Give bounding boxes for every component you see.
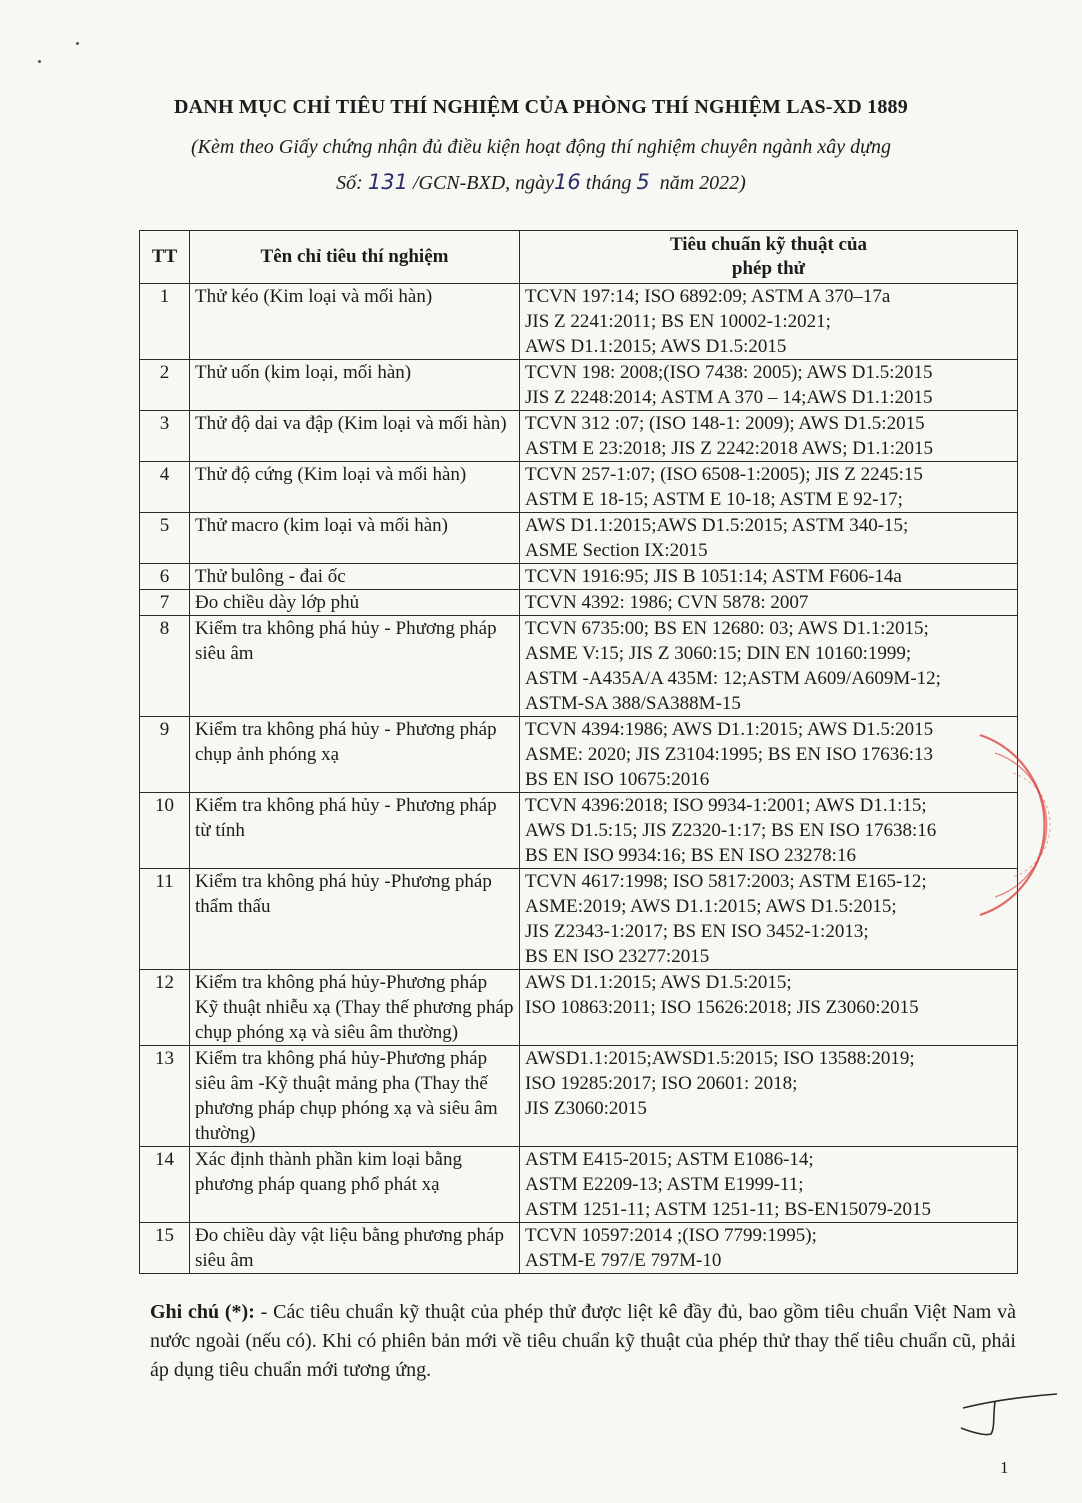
standard-line: TCVN 257-1:07; (ISO 6508-1:2005); JIS Z 2245:15 [525,464,923,485]
table-row [140,869,1018,970]
standard-line: TCVN 312 :07; (ISO 148-1: 2009); AWS D1.5:2015 [525,413,925,434]
standard-line: AWS D1.1:2015;AWS D1.5:2015; ASTM 340-15; [525,515,909,536]
standard-line: AWSD1.1:2015;AWSD1.5:2015; ISO 13588:2019; [525,1048,915,1069]
test-standards [520,1223,1018,1274]
header-standard [520,231,1018,284]
table-row [140,462,1018,513]
handwritten-initial-mark [955,1388,1065,1438]
test-standards [520,970,1018,1046]
standard-line: ASME:2019; AWS D1.1:2015; AWS D1.5:2015; [525,896,897,917]
standard-line: ISO 10863:2011; ISO 15626:2018; JIS Z3060:2015 [525,997,919,1018]
test-name: Thử độ dai va đập (Kim loại và mối hàn) [190,411,520,462]
test-standards [520,564,1018,590]
row-number: 5 [140,513,190,564]
test-standards [520,462,1018,513]
row-number: 2 [140,360,190,411]
table-row [140,284,1018,360]
test-criteria-table [139,230,1018,1274]
scan-speck [76,42,79,45]
test-standards [520,513,1018,564]
test-name: Xác định thành phần kim loại bằng phương pháp quang phổ phát xạ [190,1147,520,1223]
row-number: 14 [140,1147,190,1223]
table-row [140,360,1018,411]
standard-line: TCVN 4396:2018; ISO 9934-1:2001; AWS D1.1:15; [525,795,927,816]
table-row [140,590,1018,616]
standard-line: ASTM E415-2015; ASTM E1086-14; [525,1149,814,1170]
test-name: Thử uốn (kim loại, mối hàn) [190,360,520,411]
row-number: 11 [140,869,190,970]
table-row [140,411,1018,462]
row-number: 1 [140,284,190,360]
test-name: Thử bulông - đai ốc [190,564,520,590]
cert-day-handwritten: 16 [554,170,581,194]
row-number: 7 [140,590,190,616]
footnote-text: - Các tiêu chuẩn kỹ thuật của phép thử được liệt kê đầy đủ, bao gồm tiêu chuẩn Việt Nam và nước ngoài (nếu có). Khi có phiên bản mới về tiêu chuẩn kỹ thuật của phép thử thay thế tiêu chuẩn cũ, phải áp dụng tiêu chuẩn mới tương ứng. [150,1301,1017,1381]
footnote-label: Ghi chú (*): [150,1301,255,1323]
standard-line: ASTM -A435A/A 435M: 12;ASTM A609/A609M-12; [525,668,941,689]
cert-month-label: tháng [585,172,632,194]
header-standard-line2: phép thử [731,258,806,279]
cert-mid: /GCN-BXD, ngày [412,172,555,194]
standard-line: ASME V:15; JIS Z 3060:15; DIN EN 10160:1999; [525,643,912,664]
standard-line: BS EN ISO 9934:16; BS EN ISO 23278:16 [525,845,856,866]
row-number: 3 [140,411,190,462]
page-number: 1 [1000,1458,1009,1477]
test-name: Kiểm tra không phá hủy - Phương pháp từ tính [190,793,520,869]
test-name: Kiểm tra không phá hủy -Phương pháp thẩm thấu [190,869,520,970]
test-standards [520,360,1018,411]
header-tt: TT [140,231,190,284]
standard-line: TCVN 198: 2008;(ISO 7438: 2005); AWS D1.5:2015 [525,362,933,383]
cert-month-handwritten: 5 [636,170,650,194]
red-seal-stamp [975,725,1082,925]
scan-speck [38,60,41,63]
row-number: 12 [140,970,190,1046]
standard-line: TCVN 10597:2014 ;(ISO 7799:1995); [525,1225,817,1246]
document-title: DANH MỤC CHỈ TIÊU THÍ NGHIỆM CỦA PHÒNG THÍ NGHIỆM LAS-XD 1889 [174,96,908,118]
test-name: Thử độ cứng (Kim loại và mối hàn) [190,462,520,513]
row-number: 9 [140,717,190,793]
cert-prefix: Số: [336,172,363,194]
standard-line: TCVN 6735:00; BS EN 12680: 03; AWS D1.1:2015; [525,618,929,639]
test-name: Kiểm tra không phá hủy-Phương pháp siêu âm -Kỹ thuật mảng pha (Thay thế phương pháp chụp phóng xạ và siêu âm thường) [190,1046,520,1147]
cert-number-handwritten: 131 [367,170,408,194]
table-row [140,616,1018,717]
table-row [140,717,1018,793]
test-standards [520,1046,1018,1147]
standard-line: ASME: 2020; JIS Z3104:1995; BS EN ISO 17636:13 [525,744,934,765]
test-name: Thử macro (kim loại và mối hàn) [190,513,520,564]
test-standards [520,869,1018,970]
row-number: 10 [140,793,190,869]
test-name: Kiểm tra không phá hủy - Phương pháp siêu âm [190,616,520,717]
standard-line: ASTM-SA 388/SA388M-15 [525,693,741,714]
table-row [140,1046,1018,1147]
footnote [150,1298,1016,1385]
standard-line: JIS Z 2241:2011; BS EN 10002-1:2021; [525,311,831,332]
standard-line: ASTM 1251-11; ASTM 1251-11; BS-EN15079-2015 [525,1199,932,1220]
standard-line: AWS D1.1:2015; AWS D1.5:2015; [525,972,792,993]
standard-line: JIS Z2343-1:2017; BS EN ISO 3452-1:2013; [525,921,869,942]
standard-line: AWS D1.1:2015; AWS D1.5:2015 [525,336,787,357]
standard-line: JIS Z 2248:2014; ASTM A 370 – 14;AWS D1.1:2015 [525,387,933,408]
test-name: Đo chiều dày vật liệu bằng phương pháp siêu âm [190,1223,520,1274]
standard-line: BS EN ISO 10675:2016 [525,769,710,790]
test-standards [520,411,1018,462]
row-number: 6 [140,564,190,590]
standard-line: BS EN ISO 23277:2015 [525,946,710,967]
header-name: Tên chỉ tiêu thí nghiệm [190,231,520,284]
table-row [140,1147,1018,1223]
header-standard-line1: Tiêu chuẩn kỹ thuật của [669,234,868,255]
standard-line: ASTM-E 797/E 797M-10 [525,1250,722,1271]
standard-line: ASTM E 23:2018; JIS Z 2242:2018 AWS; D1.1:2015 [525,438,934,459]
standard-line: AWS D1.5:15; JIS Z2320-1:17; BS EN ISO 17638:16 [525,820,937,841]
test-name: Kiểm tra không phá hủy - Phương pháp chụp ảnh phóng xạ [190,717,520,793]
standard-line: ASME Section IX:2015 [525,540,708,561]
test-name: Kiểm tra không phá hủy-Phương pháp Kỹ thuật nhiễu xạ (Thay thế phương pháp chụp phóng xạ và siêu âm thường) [190,970,520,1046]
document-subtitle: (Kèm theo Giấy chứng nhận đủ điều kiện hoạt động thí nghiệm chuyên ngành xây dựng [191,136,891,158]
test-standards [520,590,1018,616]
standard-line: TCVN 197:14; ISO 6892:09; ASTM A 370–17a [525,286,891,307]
test-standards [520,616,1018,717]
table-row [140,970,1018,1046]
test-standards [520,284,1018,360]
table-row [140,793,1018,869]
standard-line: TCVN 4394:1986; AWS D1.1:2015; AWS D1.5:2015 [525,719,934,740]
row-number: 8 [140,616,190,717]
standard-line: ASTM E2209-13; ASTM E1999-11; [525,1174,804,1195]
table-row [140,564,1018,590]
standard-line: ISO 19285:2017; ISO 20601: 2018; [525,1073,798,1094]
standard-line: TCVN 1916:95; JIS B 1051:14; ASTM F606-14a [525,566,902,587]
row-number: 13 [140,1046,190,1147]
table-row [140,1223,1018,1274]
test-standards [520,793,1018,869]
row-number: 4 [140,462,190,513]
standard-line: TCVN 4617:1998; ISO 5817:2003; ASTM E165-12; [525,871,927,892]
cert-year: năm 2022) [659,172,746,194]
table-header-row [140,231,1018,284]
certificate-reference [0,170,1082,195]
test-name: Thử kéo (Kim loại và mối hàn) [190,284,520,360]
test-standards [520,1147,1018,1223]
standard-line: JIS Z3060:2015 [525,1098,647,1119]
standard-line: ASTM E 18-15; ASTM E 10-18; ASTM E 92-17; [525,489,903,510]
test-name: Đo chiều dày lớp phủ [190,590,520,616]
test-standards [520,717,1018,793]
table-row [140,513,1018,564]
standard-line: TCVN 4392: 1986; CVN 5878: 2007 [525,592,809,613]
table-body [140,284,1018,1274]
row-number: 15 [140,1223,190,1274]
